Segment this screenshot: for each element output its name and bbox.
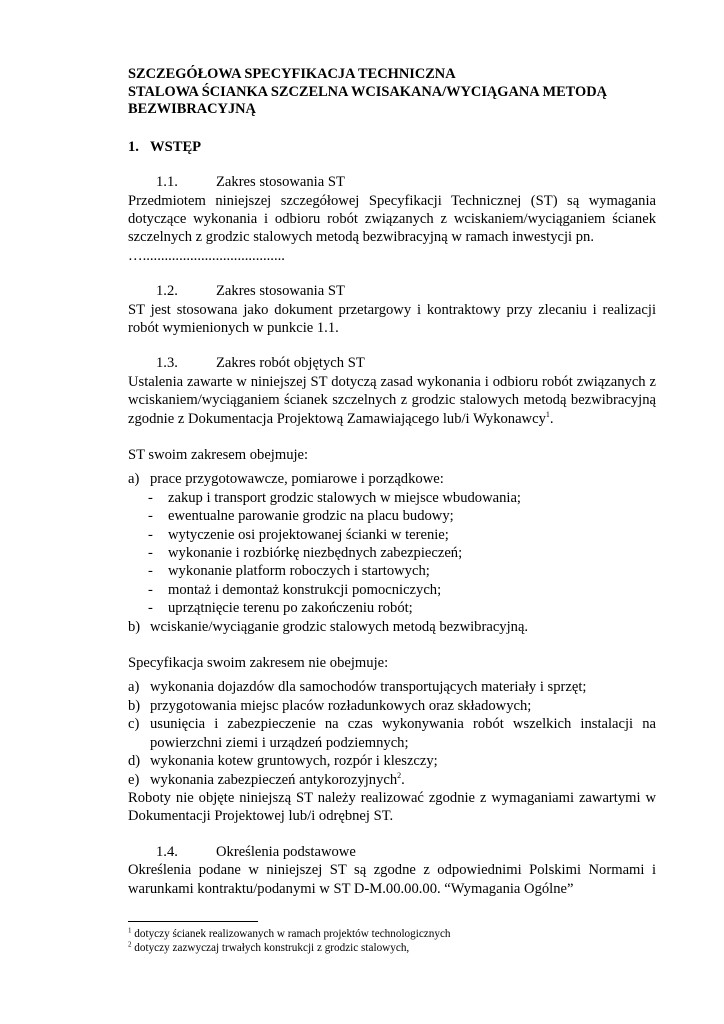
sub-list-item: - zakup i transport grodzic stalowych w miejsce wbudowania; (148, 489, 521, 506)
doc-title-line3: BEZWIBRACYJNĄ (128, 101, 256, 118)
list-item-label: e) (128, 771, 140, 788)
footnote-separator (128, 921, 258, 922)
section-1-3-text: Ustalenia zawarte w niniejszej ST dotyczą zasad wykonania i odbioru robót związanych z wciskaniem/wyciąganiem ścianek szczelnych z grodzic stalowych metodą bezwibracyjną zgodnie z Dokumentacja Projektową Zamawiającego lub/i Wykonawcy$^1$. (128, 373, 656, 427)
sub-list-item: - wytyczenie osi projektowanej ścianki w terenie; (148, 526, 449, 543)
list-item-label: a) (128, 679, 140, 696)
sub-list-item-text: wytyczenie osi projektowanej ścianki w terenie; (168, 526, 449, 543)
section-1-1-heading (128, 173, 656, 191)
sub-list-item-text: ewentualne parowanie grodzic na placu budowy; (168, 508, 454, 525)
list-item (128, 715, 656, 752)
list-item-text: usunięcia i zabezpieczenie na czas wykonywania robót wszelkich instalacji na powierzchni ziemi i urządzeń podziemnych; (150, 716, 656, 751)
section-1-title: WSTĘP (150, 138, 202, 155)
sub-list-item-text: zakup i transport grodzic stalowych w miejsce wbudowania; (168, 489, 521, 506)
list-item (128, 752, 656, 770)
sub-list-item: - montaż i demontaż konstrukcji pomocniczych; (148, 581, 442, 598)
section-1-3-number: 1.3. (156, 355, 178, 372)
closing-text: Roboty nie objęte niniejszą ST należy realizować zgodnie z wymaganiami zawartymi w Dokumentacji Projektowej lub/i odrębnej ST. (128, 789, 656, 825)
section-1-3-title: Zakres robót objętych ST (216, 355, 365, 372)
section-1-2-heading (128, 282, 656, 300)
footnote-ref-2[interactable]: 2 (397, 770, 402, 780)
section-1-2-title: Zakres stosowania ST (216, 283, 345, 300)
list-item-text: prace przygotowawcze, pomiarowe i porządkowe: (150, 471, 444, 488)
section-1-2-text: ST jest stosowana jako dokument przetargowy i kontraktowy przy zlecaniu i realizacji robót wymienionych w punkcie 1.1. (128, 301, 656, 336)
section-1-3-heading (128, 354, 656, 372)
doc-title-line1: SZCZEGÓŁOWA SPECYFIKACJA TECHNICZNA (128, 66, 456, 82)
section-1-heading (128, 138, 656, 156)
section-1-1-placeholder: …....................................... (128, 247, 285, 264)
section-1-4-heading (128, 843, 656, 861)
footnote-2-text: dotyczy zazwyczaj trwałych konstrukcji z grodzic stalowych, (134, 942, 410, 954)
section-1-4-number: 1.4. (156, 843, 178, 860)
list-item-text: wykonania kotew gruntowych, rozpór i kleszczy; (150, 753, 438, 770)
document-page (128, 66, 656, 898)
footnote-1 (128, 927, 656, 941)
doc-title-line2: STALOWA ŚCIANKA SZCZELNA WCISAKANA/WYCIĄGANA METODĄ (128, 83, 607, 100)
section-1-3-text-body: Ustalenia zawarte w niniejszej ST dotyczą zasad wykonania i odbioru robót związanych z wciskaniem/wyciąganiem ścianek szczelnych z grodzic stalowych metodą bezwibracyjną zgodnie z Dokumentacja Projektową Zamawiającego lub/i Wykonawcy (128, 373, 656, 427)
list-item (128, 470, 656, 488)
footnote-2 (128, 941, 656, 955)
list-item-text-body: wykonania zabezpieczeń antykorozyjnych (150, 771, 398, 788)
sub-list-item: - uprzątnięcie terenu po zakończeniu robót; (148, 600, 413, 617)
section-1-1-number: 1.1. (156, 174, 178, 191)
sub-list-item-text: montaż i demontaż konstrukcji pomocniczych; (168, 581, 442, 598)
list-item-label: d) (128, 753, 141, 770)
list-item (128, 618, 656, 636)
scope-intro: ST swoim zakresem obejmuje: (128, 447, 309, 464)
sub-list-item-text: wykonanie i rozbiórkę niezbędnych zabezpieczeń; (168, 545, 463, 562)
list-item (128, 697, 656, 715)
sub-list-item-text: wykonanie platform roboczych i startowych; (168, 563, 430, 580)
section-1-4-text: Określenia podane w niniejszej ST są zgodne z odpowiednimi Polskimi Normami i warunkami kontraktu/podanymi w ST D-M.00.00.00. “Wymagania Ogólne” (128, 862, 656, 897)
sub-list-item: - ewentualne parowanie grodzic na placu budowy; (148, 508, 454, 525)
sub-list-item-text: uprzątnięcie terenu po zakończeniu robót; (168, 600, 413, 617)
list-item-text: przygotowania miejsc placów rozładunkowych oraz składowych; (150, 697, 532, 714)
list-item-label: c) (128, 716, 140, 733)
section-1-4-title: Określenia podstawowe (216, 843, 356, 860)
footnote-1-text: dotyczy ścianek realizowanych w ramach projektów technologicznych (134, 928, 451, 940)
list-item (128, 678, 656, 696)
exclude-list (128, 678, 656, 788)
footnotes (128, 927, 656, 955)
scope-sublist (128, 489, 656, 618)
list-item-text (150, 771, 656, 789)
footnote-2-ref: 2 (128, 940, 132, 949)
doc-title (128, 66, 656, 119)
list-item-text: wciskanie/wyciąganie grodzic stalowych metodą bezwibracyjną. (150, 618, 529, 635)
list-item-suffix: . (401, 771, 405, 788)
exclude-intro: Specyfikacja swoim zakresem nie obejmuje: (128, 655, 389, 672)
list-item-label: b) (128, 618, 141, 635)
section-1-2-number: 1.2. (156, 283, 178, 300)
footnote-1-ref: 1 (128, 926, 132, 935)
section-1-number: 1. (128, 138, 139, 155)
scope-list (128, 470, 656, 488)
sub-list-item: - wykonanie platform roboczych i startowych; (148, 563, 430, 580)
sub-list-item: - wykonanie i rozbiórkę niezbędnych zabezpieczeń; (148, 545, 463, 562)
list-item-label: a) (128, 471, 140, 488)
section-1-1-text: Przedmiotem niniejszej szczegółowej Specyfikacji Technicznej (ST) są wymagania dotyczące wykonania i odbioru robót związanych z wciskaniem/wyciąganiem ścianek szczelnych z grodzic stalowych metodą bezwibracyjną w ramach inwestycji pn. (128, 192, 656, 246)
list-item-label: b) (128, 697, 141, 714)
scope-list-b (128, 618, 656, 636)
list-item (128, 771, 656, 789)
list-item-text: wykonania dojazdów dla samochodów transportujących materiały i sprzęt; (150, 679, 587, 696)
section-1-1-title: Zakres stosowania ST (216, 174, 345, 191)
footnote-ref-1[interactable]: 1 (545, 409, 550, 419)
